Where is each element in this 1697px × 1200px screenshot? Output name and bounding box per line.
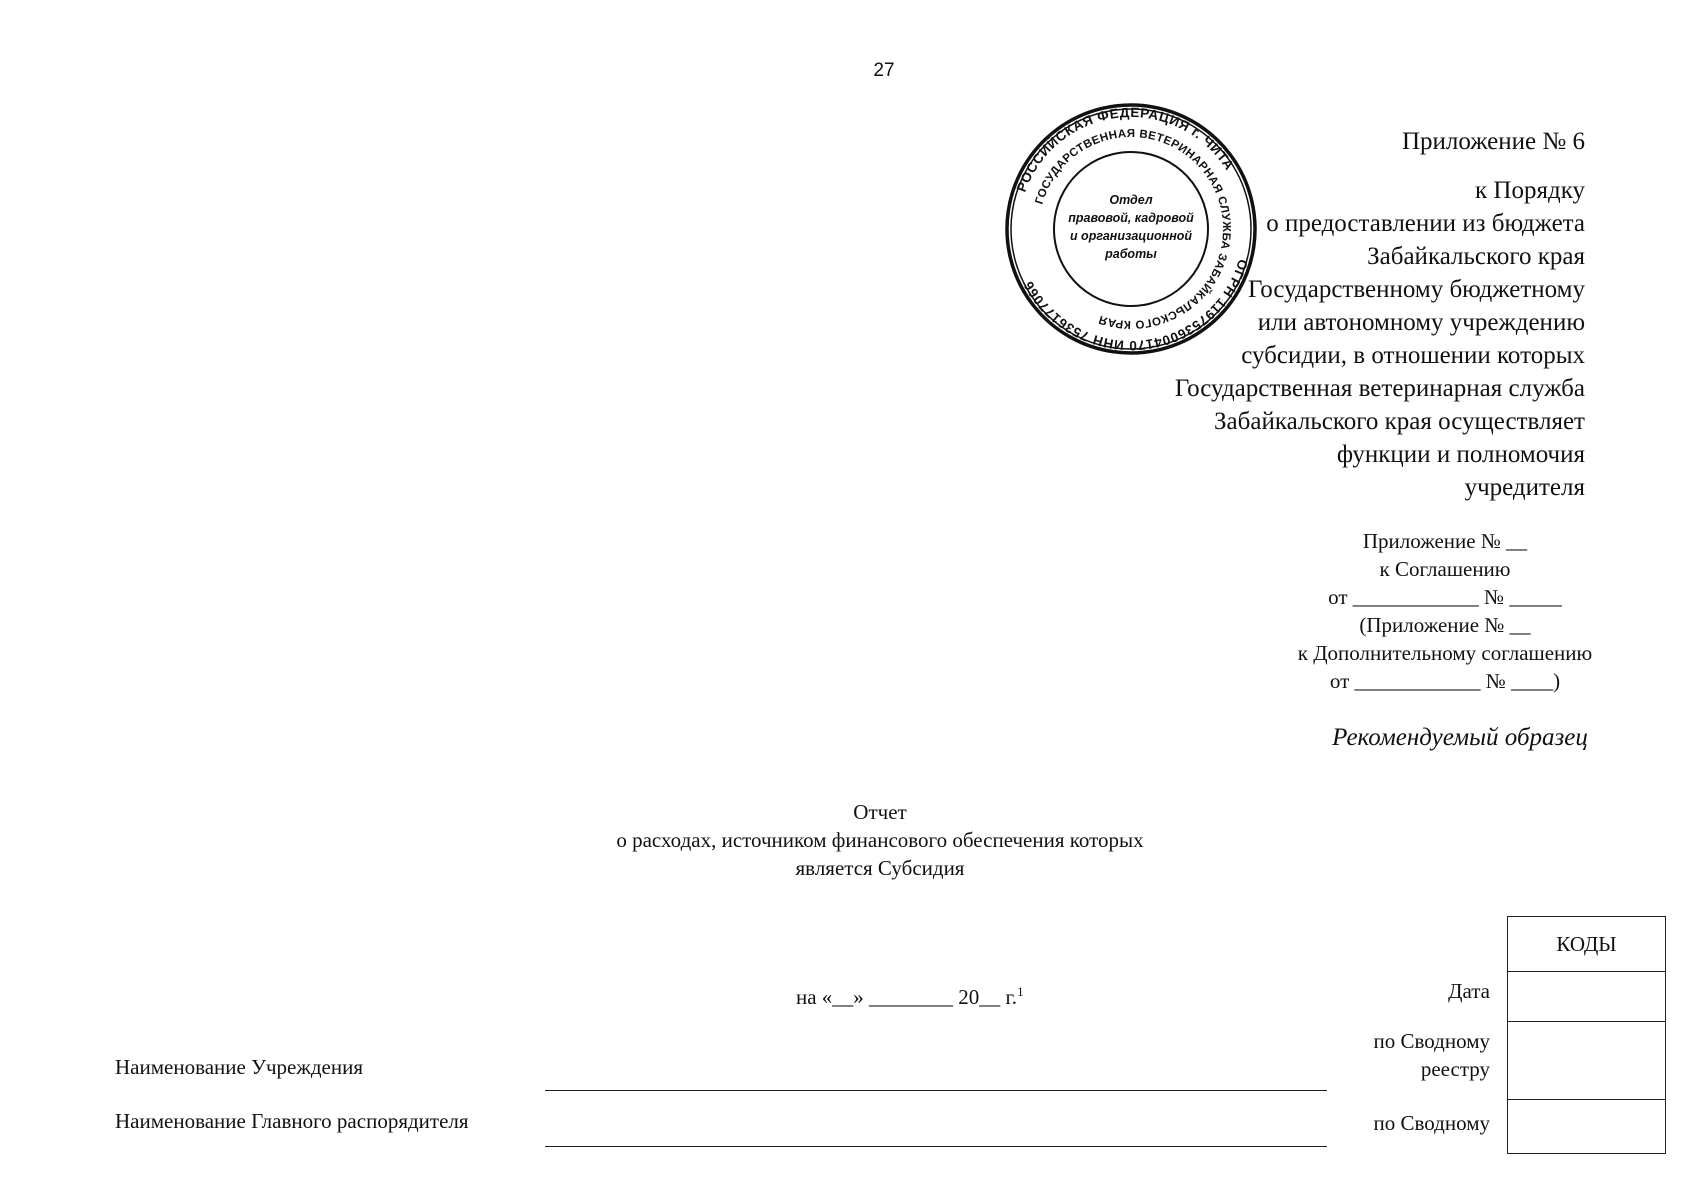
report-title-line: является Субсидия [795, 856, 965, 880]
report-date-line [796, 984, 1024, 1010]
report-title [520, 798, 1240, 882]
stamp-center-line-4: работы [1105, 247, 1157, 261]
stamp-center-line-1: Отдел [1109, 193, 1153, 207]
stamp-center-line-2: правовой, кадровой [1068, 211, 1194, 225]
main-manager-name-label: Наименование Главного распорядителя [115, 1109, 469, 1133]
stamp-center-line-3: и организационной [1069, 229, 1193, 243]
appendix-title: Приложение № 6 [1401, 128, 1585, 155]
codes-registry-label-line-2: реестру [1420, 1057, 1490, 1081]
codes-registry-label [1374, 1027, 1490, 1083]
appendix-header [1025, 125, 1585, 504]
agreement-line: к Соглашению [1379, 557, 1511, 581]
appendix-line: Забайкальского края осуществляет [1214, 408, 1585, 435]
appendix-line: Государственному бюджетному [1247, 276, 1585, 303]
agreement-line: от ____________ № _____ [1328, 585, 1562, 609]
appendix-line: учредителя [1464, 474, 1585, 501]
institution-name-line[interactable] [545, 1090, 1327, 1091]
report-date-text: на «__» ________ 20__ г. [796, 985, 1018, 1009]
appendix-line: или автономному учреждению [1257, 309, 1585, 336]
stamp-inner-ring-text: ГОСУДАРСТВЕННАЯ ВЕТЕРИНАРНАЯ СЛУЖБА ЗАБАЙКАЛЬСКОГО КРАЯ [1033, 127, 1233, 331]
stamp-bottom-text: ОГРН 1197536004170 ИНН 7536177066 [1020, 257, 1251, 354]
institution-name-label: Наименование Учреждения [115, 1055, 363, 1079]
codes-registry-cell[interactable] [1508, 1022, 1666, 1100]
appendix-line: Государственная ветеринарная служба [1174, 375, 1585, 402]
main-manager-name-line[interactable] [545, 1146, 1327, 1147]
report-title-line: Отчет [853, 800, 907, 824]
agreement-line: к Дополнительному соглашению [1297, 641, 1593, 665]
codes-date-cell[interactable] [1508, 972, 1666, 1022]
codes-registry-label-line-1: по Сводному [1373, 1029, 1490, 1053]
codes-table [1507, 916, 1666, 1154]
appendix-line: субсидии, в отношении которых [1241, 342, 1585, 369]
agreement-line: от ____________ № ____) [1329, 669, 1561, 693]
codes-header-cell: КОДЫ [1508, 917, 1666, 972]
appendix-line: Забайкальского края [1367, 243, 1585, 270]
agreement-line: (Приложение № __ [1359, 613, 1531, 637]
codes-registry2-label: по Сводному [1373, 1111, 1490, 1135]
codes-registry2-cell[interactable] [1508, 1100, 1666, 1154]
date-footnote-marker: 1 [1017, 984, 1024, 999]
appendix-line: к Порядку [1475, 177, 1585, 204]
appendix-line: о предоставлении из бюджета [1266, 210, 1585, 237]
stamp-outer-text: РОССИЙСКАЯ ФЕДЕРАЦИЯ г. ЧИТА [1013, 104, 1238, 194]
sample-note: Рекомендуемый образец [1332, 724, 1588, 751]
appendix-line: функции и полномочия [1336, 441, 1585, 468]
agreement-reference [1230, 527, 1660, 695]
codes-date-label: Дата [1448, 979, 1490, 1003]
agreement-line: Приложение № __ [1362, 529, 1528, 553]
report-title-line: о расходах, источником финансового обеспечения которых [616, 828, 1144, 852]
page-number: 27 [873, 60, 895, 81]
